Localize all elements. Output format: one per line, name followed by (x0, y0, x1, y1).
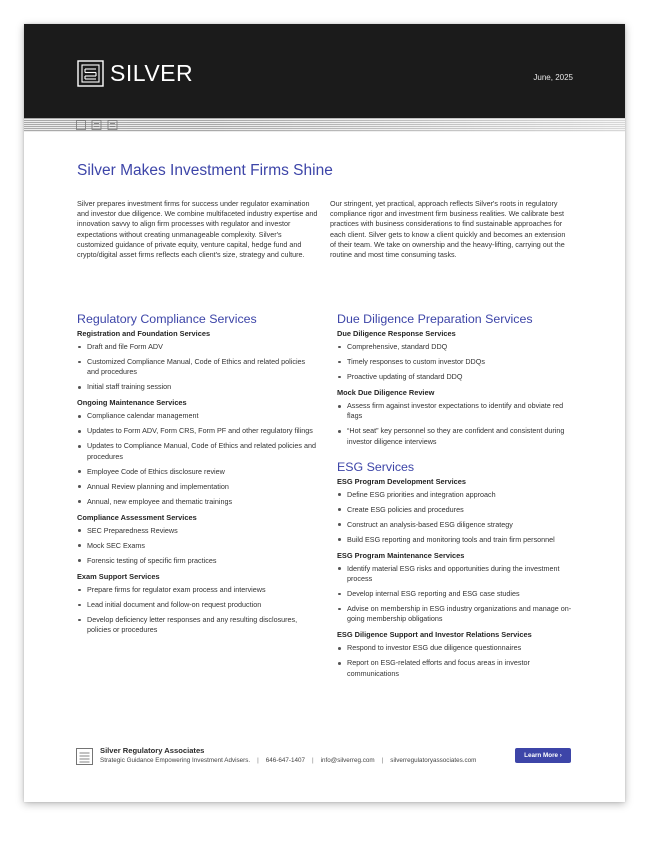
list-item: “Hot seat” key personnel so they are confident and consistent during investor diligence interviews (337, 426, 577, 446)
footer (76, 746, 576, 768)
silver-logo-icon (76, 748, 93, 765)
service-group-compliance-assessment (77, 513, 317, 566)
publication-date: June, 2025 (533, 73, 573, 82)
subsection-title: ESG Program Maintenance Services (337, 550, 465, 560)
list-item: Proactive updating of standard DDQ (337, 372, 577, 382)
list-item: Customized Compliance Manual, Code of Ethics and related policies and procedures (77, 357, 317, 377)
flyer-page (24, 24, 625, 802)
list-item: Timely responses to custom investor DDQs (337, 357, 577, 367)
list-item: Assess firm against investor expectations to identify and obviate red flags (337, 401, 577, 421)
silver-logo-icon (77, 60, 104, 87)
subsection-title: Ongoing Maintenance Services (77, 398, 187, 408)
header-banner (24, 24, 625, 118)
service-group-mock-dd (337, 388, 577, 447)
brand-name: SILVER (110, 60, 194, 86)
list-item: Updates to Form ADV, Form CRS, Form PF and other regulatory filings (77, 426, 317, 436)
list-item: Develop internal ESG reporting and ESG case studies (337, 589, 577, 599)
list-item: Employee Code of Ethics disclosure review (77, 467, 317, 477)
list-item: Respond to investor ESG due diligence questionnaires (337, 643, 577, 653)
service-group-registration (77, 329, 317, 392)
service-list (77, 526, 317, 566)
list-item: Annual Review planning and implementation (77, 482, 317, 492)
section-title-due-diligence: Due Diligence Preparation Services (337, 312, 533, 326)
subsection-title: ESG Diligence Support and Investor Relations Services (337, 630, 532, 640)
service-group-esg-development (337, 477, 577, 545)
service-list (337, 564, 577, 625)
service-list (77, 411, 317, 506)
page-title: Silver Makes Investment Firms Shine (77, 162, 333, 179)
list-item: Annual, new employee and thematic trainings (77, 497, 317, 507)
list-item: Draft and file Form ADV (77, 342, 317, 352)
section-title-regulatory: Regulatory Compliance Services (77, 312, 257, 326)
list-item: Identify material ESG risks and opportunities during the investment process (337, 564, 577, 584)
list-item: Updates to Compliance Manual, Code of Ethics and related policies and procedures (77, 441, 317, 461)
learn-more-button[interactable]: Learn More › (515, 748, 571, 763)
list-item: Prepare firms for regulator exam process and interviews (77, 585, 317, 595)
list-item: Forensic testing of specific firm practices (77, 556, 317, 566)
list-item: Initial staff training session (77, 382, 317, 392)
subsection-title: Registration and Foundation Services (77, 329, 211, 338)
service-list (337, 401, 577, 447)
service-group-ongoing-maintenance (77, 398, 317, 506)
subsection-title: Due Diligence Response Services (337, 329, 456, 338)
regulatory-compliance-section (77, 312, 317, 640)
list-item: Advise on membership in ESG industry organizations and manage on-going membership obligations (337, 604, 577, 624)
footer-email-link[interactable]: info@silverreg.com (320, 757, 375, 764)
subsection-title: Compliance Assessment Services (77, 512, 197, 522)
brand-logo (77, 60, 193, 87)
subsection-title: ESG Program Development Services (337, 476, 466, 486)
subsection-title: Mock Due Diligence Review (337, 388, 435, 398)
list-item: Define ESG priorities and integration approach (337, 490, 577, 500)
service-list (77, 585, 317, 635)
service-group-exam-support (77, 572, 317, 635)
list-item: Report on ESG-related efforts and focus areas in investor communications (337, 658, 577, 678)
service-list (337, 490, 577, 545)
list-item: Create ESG policies and procedures (337, 505, 577, 515)
list-item: Mock SEC Exams (77, 541, 317, 551)
list-item: Compliance calendar management (77, 411, 317, 421)
list-item: Develop deficiency letter responses and any resulting disclosures, policies or procedures (77, 615, 317, 635)
footer-tagline: Strategic Guidance Empowering Investment Advisers. (100, 757, 251, 764)
intro-paragraph-right: Our stringent, yet practical, approach reflects Silver's roots in regulatory compliance rigor and investment firm business realities. We calibrate best practices with business considerations to find sustainable approaches for each client. Silver gets to know a client quickly and becomes an extension of their team. We take on ownership and the heavy-lifting, carrying out the routine and most time consuming tasks. (330, 199, 566, 260)
footer-phone: 646-647-1407 (265, 757, 306, 764)
subsection-title: Exam Support Services (77, 572, 160, 582)
service-group-dd-response (337, 329, 577, 382)
decorative-logo-pattern-icon (76, 120, 118, 130)
service-list (337, 643, 577, 678)
service-group-esg-diligence (337, 630, 577, 678)
list-item: Lead initial document and follow-on request production (77, 600, 317, 610)
section-title-esg: ESG Services (337, 459, 415, 474)
service-group-esg-maintenance (337, 551, 577, 625)
list-item: Comprehensive, standard DDQ (337, 342, 577, 352)
list-item: SEC Preparedness Reviews (77, 526, 317, 536)
intro-paragraph-left: Silver prepares investment firms for success under regulator examination and investor due diligence. We combine multifaceted industry expertise and innovation savvy to align firm processes with regulator and investor expectations without creating unmanageable complexity. Silver's customized guidance of private equity, venture capital, hedge fund and crypto/digital asset firms reflects each client's size, strategy and culture. (77, 199, 318, 260)
footer-company-name: Silver Regulatory Associates (100, 746, 205, 755)
list-item: Construct an analysis-based ESG diligence strategy (337, 520, 577, 530)
service-list (77, 342, 317, 392)
list-item: Build ESG reporting and monitoring tools and train firm personnel (337, 535, 577, 545)
footer-contact-line: Strategic Guidance Empowering Investment Advisers. | 646-647-1407 | info@silverreg.com | silverregulatoryassociates.com (100, 757, 477, 764)
footer-website-link[interactable]: silverregulatoryassociates.com (390, 757, 477, 764)
service-list (337, 342, 577, 382)
right-services-column (337, 312, 577, 684)
